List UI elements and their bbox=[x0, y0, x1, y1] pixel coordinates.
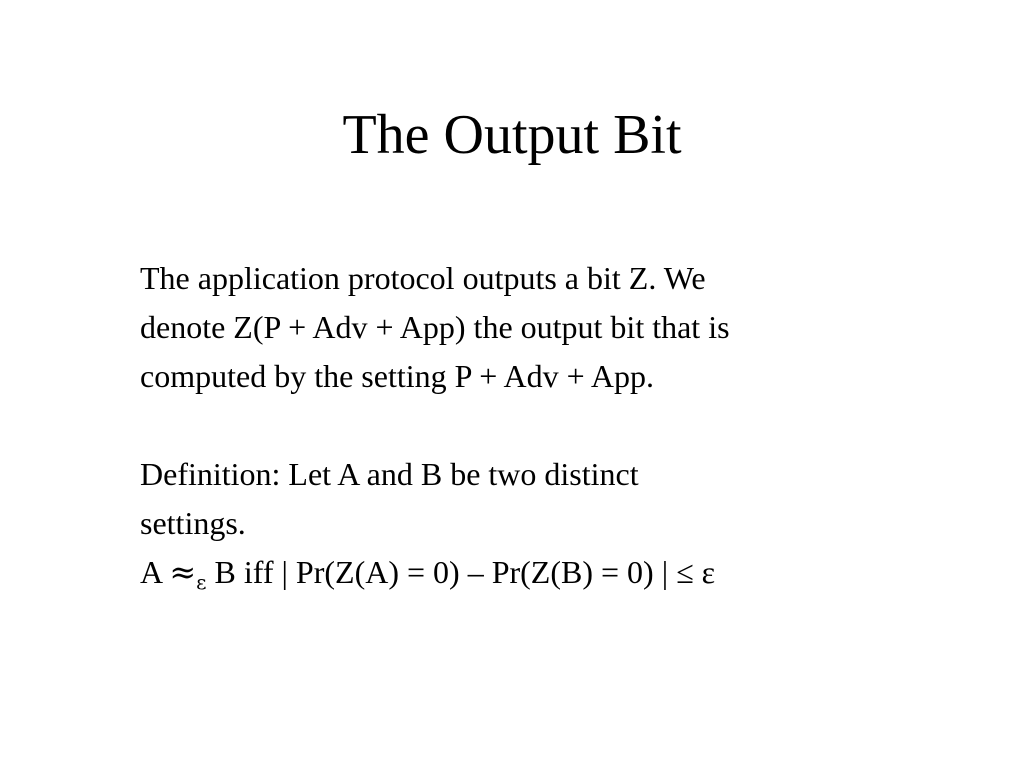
paragraph-gap bbox=[140, 401, 940, 450]
paragraph-line-3: computed by the setting P + Adv + App. bbox=[140, 358, 654, 394]
paragraph-line-1: The application protocol outputs a bit Z. We bbox=[140, 260, 706, 296]
epsilon-subscript: ε bbox=[196, 570, 207, 594]
formula-lhs: A bbox=[140, 554, 170, 590]
formula-rest: B iff | Pr(Z(A) = 0) – Pr(Z(B) = 0) | ≤ ε bbox=[206, 554, 716, 590]
definition-formula bbox=[140, 548, 940, 597]
paragraph-line-2: denote Z(P + Adv + App) the output bit that is bbox=[140, 309, 730, 345]
approx-symbol: ≈ bbox=[169, 553, 197, 591]
definition-line-1: Definition: Let A and B be two distinct bbox=[140, 456, 639, 492]
slide-title: The Output Bit bbox=[342, 104, 682, 166]
slide-body bbox=[140, 254, 940, 597]
definition-line-2: settings. bbox=[140, 505, 246, 541]
